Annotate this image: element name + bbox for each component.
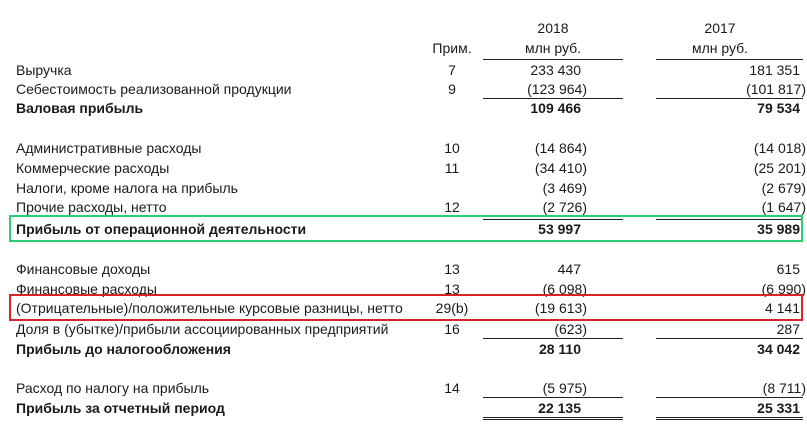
row-label: Валовая прибыль <box>16 100 144 116</box>
header-underline-2017 <box>656 59 803 60</box>
row-note: 11 <box>444 160 460 176</box>
row-value-2017: (6 990) <box>761 281 806 297</box>
row-value-2017: 34 042 <box>757 341 800 357</box>
row-note: 10 <box>444 140 460 156</box>
row-value-2017: (1 647) <box>761 199 806 215</box>
subtotal-rule-2018 <box>483 219 623 220</box>
row-note: 13 <box>444 261 460 277</box>
row-value-2018: 447 <box>557 261 581 277</box>
row-value-2017: 615 <box>776 261 800 277</box>
row-label: Доля в (убытке)/прибыли ассоциированных предприятий <box>16 321 389 337</box>
subtotal-rule-2017 <box>656 397 803 398</box>
row-note: 12 <box>444 199 460 215</box>
row-value-2017: (2 679) <box>761 180 806 196</box>
row-value-2018: 233 430 <box>530 62 581 78</box>
total-double-rule-2017 <box>656 417 803 420</box>
row-value-2017: 79 534 <box>757 100 800 116</box>
row-value-2018: (14 864) <box>534 140 587 156</box>
row-value-2017: (14 018) <box>753 140 806 156</box>
row-value-2018: (2 726) <box>542 199 587 215</box>
subtotal-rule-2017 <box>656 219 801 220</box>
row-note: 9 <box>448 81 456 97</box>
row-value-2018: (123 964) <box>527 81 587 97</box>
row-note: 16 <box>444 321 460 337</box>
row-label: Коммерческие расходы <box>16 160 170 176</box>
row-value-2017: 181 351 <box>749 62 800 78</box>
header-underline-2018 <box>483 59 623 60</box>
row-label: Финансовые расходы <box>16 281 157 297</box>
row-value-2018: (34 410) <box>534 160 587 176</box>
row-value-2018: (19 613) <box>534 300 587 316</box>
row-label: Себестоимость реализованной продукции <box>16 81 292 97</box>
row-value-2017: (8 711) <box>762 380 806 396</box>
row-label: Выручка <box>16 62 72 78</box>
subtotal-rule-2017 <box>656 98 803 99</box>
subtotal-rule-2018 <box>483 98 623 99</box>
header-year-2017: 2017 <box>704 20 736 36</box>
row-label: (Отрицательные)/положительные курсовые разницы, нетто <box>16 300 403 316</box>
row-label: Налоги, кроме налога на прибыль <box>16 180 238 196</box>
row-label: Расход по налогу на прибыль <box>16 380 210 396</box>
row-value-2018: 22 135 <box>538 400 581 416</box>
row-value-2017: 25 331 <box>757 400 800 416</box>
row-note: 13 <box>444 281 460 297</box>
header-year-2018: 2018 <box>537 20 569 36</box>
row-value-2018: 53 997 <box>538 221 581 237</box>
row-value-2018: (623) <box>554 321 587 337</box>
row-value-2018: 109 466 <box>530 100 581 116</box>
subtotal-rule-2018 <box>483 397 623 398</box>
subtotal-rule-2017 <box>656 338 803 339</box>
row-label: Прочие расходы, нетто <box>16 199 167 215</box>
header-unit-2017: млн руб. <box>691 40 749 56</box>
row-label: Прибыль от операционной деятельности <box>16 221 307 237</box>
row-value-2017: (25 201) <box>753 160 806 176</box>
row-note: 14 <box>444 380 460 396</box>
subtotal-rule-2018 <box>483 338 623 339</box>
row-label: Административные расходы <box>16 140 202 156</box>
row-label: Прибыль до налогообложения <box>16 341 231 357</box>
row-note: 29(b) <box>435 300 469 316</box>
row-value-2018: (6 098) <box>542 281 587 297</box>
row-value-2018: (3 469) <box>542 180 587 196</box>
row-note: 7 <box>448 62 456 78</box>
header-unit-2018: млн руб. <box>524 40 582 56</box>
row-value-2018: 28 110 <box>538 341 581 357</box>
row-value-2017: 287 <box>776 321 800 337</box>
row-value-2017: (101 817) <box>746 81 806 97</box>
row-value-2017: 35 989 <box>757 221 800 237</box>
total-double-rule-2018 <box>483 417 623 420</box>
row-label: Финансовые доходы <box>16 261 151 277</box>
row-value-2018: (5 975) <box>542 380 587 396</box>
row-value-2017: 4 141 <box>764 300 800 316</box>
row-label: Прибыль за отчетный период <box>16 400 225 416</box>
header-note: Прим. <box>432 40 472 56</box>
